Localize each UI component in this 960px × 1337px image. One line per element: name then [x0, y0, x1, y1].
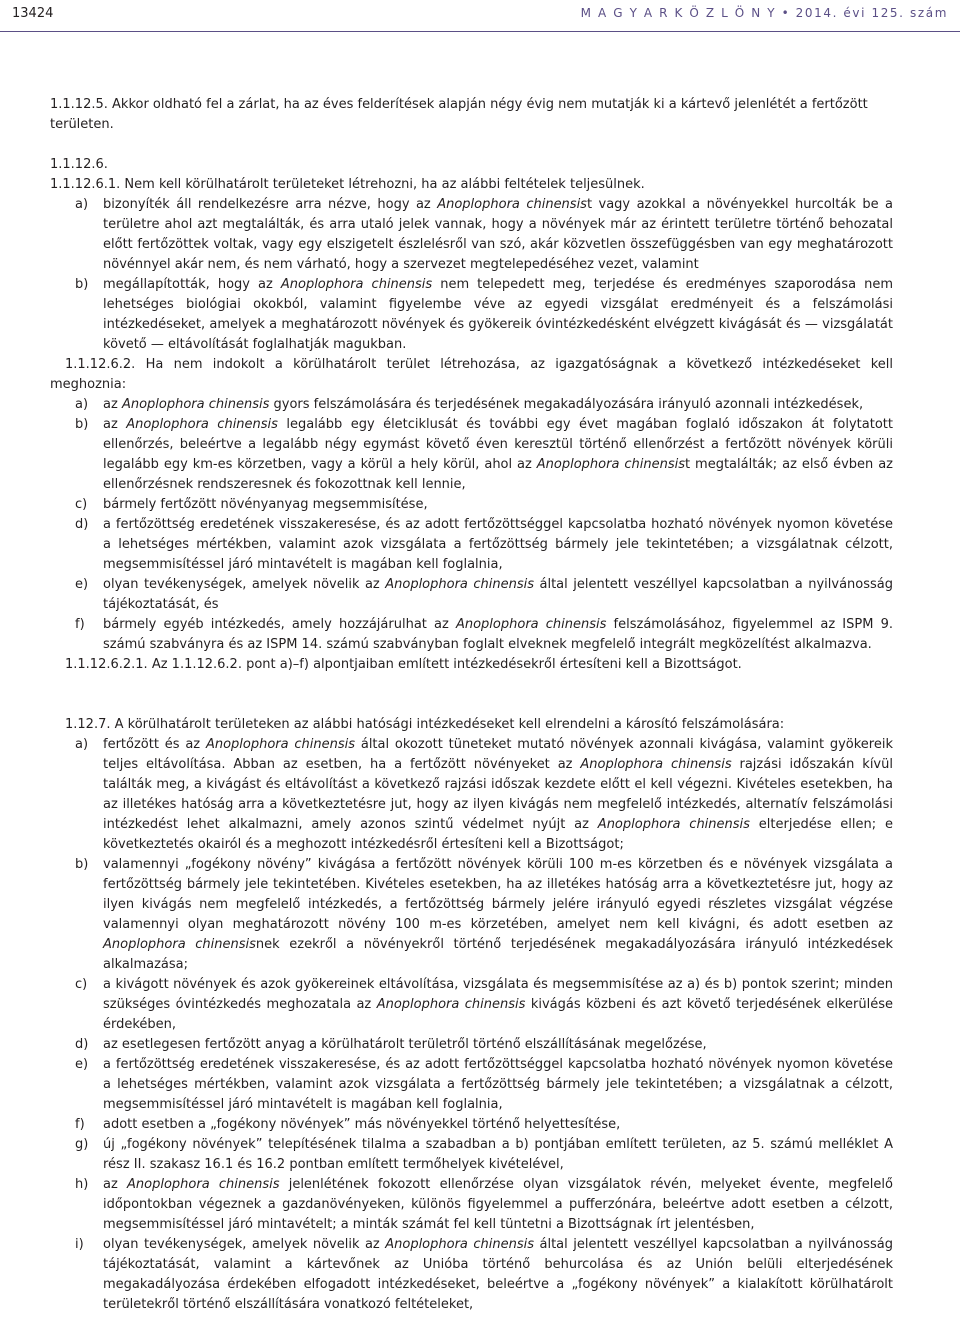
- species-name: Anoplophora chinensis: [455, 617, 607, 632]
- species-name: Anoplophora chinensis: [597, 817, 750, 832]
- species-name: Anoplophora chinensis: [536, 457, 686, 472]
- species-name: Anoplophora chinensis: [121, 397, 270, 412]
- list-item: [50, 575, 893, 615]
- species-name: Anoplophora chinensis: [126, 417, 278, 432]
- list-item: [50, 415, 893, 495]
- list-item: [50, 495, 893, 515]
- item-label: f): [75, 617, 85, 632]
- species-name: Anoplophora chinensis: [127, 1177, 280, 1192]
- item-text: megállapították, hogy az Anoplophora chinensis nem telepedett meg, terjedése és eredményes szaporodása nem lehetséges biológiai okokból, valamint figyelembe véve az egyedi vizsgálat eredményeit és a felszámolási intézkedéseket, amelyek a meghatározott növények és gyökereik óvintézkedésként elvégzett kivágását és — vizsgálatát követő — eltávolítását foglalhatják magukban.: [103, 277, 894, 352]
- item-text: valamennyi „fogékony növény” kivágása a fertőzött növények körüli 100 m-es körzetben és e növények vizsgálata a fertőzöttség bármely jele tekintetében. Kivételes esetekben, ha az illetékes hatóság arra a következtetésre jut, hogy az ilyen kivágás nem megfelelő intézkedés, a fertőzöttség bármely jelére irányuló egyedi részletes vizsgálat végzése valamennyi olyan meghatározott növény 100 m-es körzetében, amelyet nem kell kivágni, és adott esetben az Anoplophora chinensisnek ezekről a növényekről történő terjedésének megakadályozására irányuló intézkedések alkalmazása;: [103, 857, 893, 972]
- list-item: [50, 1055, 893, 1115]
- species-name: Anoplophora chinensis: [103, 937, 256, 952]
- item-label: b): [75, 417, 89, 432]
- list-item: [50, 275, 893, 355]
- list-item: [50, 515, 893, 575]
- item-label: c): [75, 977, 88, 992]
- section-1-1-12-6: [50, 155, 893, 355]
- item-text: a fertőzöttség eredetének visszakeresése, és az adott fertőzöttséggel kapcsolatba hozható növények nyomon követése a lehetséges mértékben, valamint azok vizsgálata a fertőzöttség bármely jele tekintetében; a vizsgálatnak a célzott, megsemmisítéssel járó mintavételt is magában kell foglalnia,: [103, 1057, 893, 1112]
- item-label: f): [75, 1117, 85, 1132]
- item-label: d): [75, 1037, 89, 1052]
- species-name: Anoplophora chinensis: [376, 997, 526, 1012]
- list-item: [50, 195, 893, 275]
- species-name: Anoplophora chinensis: [205, 737, 356, 752]
- item-text: új „fogékony növények” telepítésének tilalma a szabadban a b) pontjában említett területen, az 5. számú melléklet A rész II. szakasz 16.1 és 16.2 pontban említett termőhelyek kivételével,: [103, 1137, 893, 1172]
- item-text: az Anoplophora chinensis jelenlétének fokozott ellenőrzése olyan vizsgálatok révén, melyeket évente, megfelelő időpontokban végeznek a gazdanövényeken, különös figyelemmel a pufferzónára, beleértve adott esetben a célzott, megsemmisítéssel járó mintavételt; a minták számát fel kell tüntetni a Bizottságnak írt jelentésben,: [103, 1177, 893, 1232]
- item-text: a kivágott növények és azok gyökereinek eltávolítása, vizsgálata és megsemmisítése az a) és b) pontok szerint; minden szükséges óvintézkedés meghozatala az Anoplophora chinensis kivágás közbeni és azt követő terjedésének elkerülése érdekében,: [103, 977, 893, 1032]
- list-item: [50, 1235, 893, 1315]
- species-name: Anoplophora chinensis: [280, 277, 433, 292]
- item-text: bármely fertőzött növényanyag megsemmisítése,: [103, 497, 428, 512]
- item-text: adott esetben a „fogékony növények” más növényekkel történő helyettesítése,: [103, 1117, 621, 1132]
- species-name: Anoplophora chinensis: [385, 1237, 535, 1252]
- item-label: a): [75, 737, 89, 752]
- list-item: [50, 855, 893, 975]
- paragraph-zarlat: 1.1.12.5. Akkor oldható fel a zárlat, ha az éves felderítések alapján négy évig nem mutatják ki a kártevő jelenlétét a fertőzött területen.: [50, 97, 868, 132]
- journal-title: M A G Y A R K Ö Z L Ö N Y • 2014. évi 125. szám: [580, 6, 948, 20]
- list-item: [50, 975, 893, 1035]
- item-label: a): [75, 197, 89, 212]
- item-label: b): [75, 857, 89, 872]
- item-text: olyan tevékenységek, amelyek növelik az Anoplophora chinensis által jelentett veszéllyel kapcsolatban a nyilvánosság tájékoztatását, valamint a kártevőnek az Unióba történő behurcolása és az Unión belüli elterjedésének megakadályozása érdekében elfogadott intézkedéseket, beleértve a „fogékony növények” a kialakított körülhatárolt területekről történő elszállítására vonatkozó feltételeket,: [103, 1237, 893, 1312]
- list-item: [50, 1035, 893, 1055]
- item-label: b): [75, 277, 89, 292]
- item-text: az Anoplophora chinensis gyors felszámolására és terjedésének megakadályozására irányuló azonnali intézkedések,: [103, 397, 864, 412]
- item-text: fertőzött és az Anoplophora chinensis által okozott tüneteket mutató növények azonnali kivágása, valamint gyökereik teljes eltávolítása. Abban az esetben, ha a fertőzött növényeket az Anoplophora chinensis rajzási időszakán kívül találták meg, a kivágást és eltávolítást a következő rajzási időszak kezdete előtt el kell végezni. Kivételes esetekben, ha az illetékes hatóság arra a következtetésre jut, hogy az ilyen kivágás nem megfelelő intézkedés, alternatív felszámolási intézkedést lehet alkalmazni, amely azonos szintű védelmet nyújt az Anoplophora chinensis elterjedése ellen; e következtetés okairól és a meghozott intézkedésről értesíteni kell a Bizottságot;: [103, 737, 894, 852]
- list-item: [50, 1175, 893, 1235]
- header-divider: [0, 31, 960, 32]
- list-item: [50, 1115, 893, 1135]
- item-text: bizonyíték áll rendelkezésre arra nézve, hogy az Anoplophora chinensist vagy azokkal a növényekkel hurcolták be a területre ahol azt megtalálták, és arra utaló jelek vannak, hogy a növények már az érintett területre történő behozatal előtt fertőzöttek voltak, vagy egy elszigetelt észlelésről van szó, akár közvetlen összefüggésben van egy meghatározott növénnyel akár nem, és nem várható, hogy a szervezet megtelepedéséhez vezet, valamint: [103, 197, 893, 272]
- item-text: a fertőzöttség eredetének visszakeresése, és az adott fertőzöttséggel kapcsolatba hozható növények nyomon követése a lehetséges mértékben, valamint azok vizsgálata a fertőzöttség bármely jele tekintetében; a vizsgálatnak célzott, megsemmisítéssel járó mintavételt is magában kell foglalnia,: [103, 517, 893, 572]
- paragraph-intro: 1.1.12.6.2. Ha nem indokolt a körülhatárolt terület létrehozása, az igazgatóságnak a következő intézkedéseket kell meghoznia:: [50, 357, 893, 392]
- item-label: h): [75, 1177, 89, 1192]
- subsection-heading: 1.1.12.6.1. Nem kell körülhatárolt területeket létrehozni, ha az alábbi feltételek teljesülnek.: [50, 177, 645, 192]
- item-text: bármely egyéb intézkedés, amely hozzájárulhat az Anoplophora chinensis felszámolásához, figyelemmel az ISPM 9. számú szabványra és az ISPM 14. számú szabványban foglalt elveknek megfelelő integrált megközelítést alkalmazva.: [103, 617, 893, 652]
- item-label: g): [75, 1137, 89, 1152]
- section-1-12-7: [50, 715, 893, 1315]
- species-name: Anoplophora chinensis: [437, 197, 587, 212]
- item-label: d): [75, 517, 89, 532]
- section-heading: 1.1.12.6.: [50, 157, 108, 172]
- item-text: az Anoplophora chinensis legalább egy életciklusát és további egy évet magában foglaló időszakon át folytatott ellenőrzés, beleértve a legalább négy egymást követő éven keresztül történő ellenőrzést a fertőzött növények körüli legalább egy km-es körzetben, vagy a körül a hely körül, ahol az Anoplophora chinensist megtalálták; az első évben az ellenőrzésnek rendszeresnek és fokozottnak kell lennie,: [103, 417, 893, 492]
- item-label: a): [75, 397, 89, 412]
- list-item: [50, 1135, 893, 1175]
- item-label: i): [75, 1237, 84, 1252]
- list-item: [50, 735, 893, 855]
- item-label: e): [75, 577, 89, 592]
- item-label: e): [75, 1057, 89, 1072]
- item-text: az esetlegesen fertőzött anyag a körülhatárolt területről történő elszállításának megelőzése,: [103, 1037, 707, 1052]
- item-label: c): [75, 497, 88, 512]
- list-item: [50, 395, 893, 415]
- page-number: 13424: [12, 6, 54, 21]
- section-1-1-12-6-2: [50, 355, 893, 675]
- item-text: olyan tevékenységek, amelyek növelik az Anoplophora chinensis által jelentett veszéllyel kapcsolatban a nyilvánosság tájékoztatását, és: [103, 577, 893, 612]
- species-name: Anoplophora chinensis: [580, 757, 732, 772]
- species-name: Anoplophora chinensis: [385, 577, 535, 592]
- list-item: [50, 615, 893, 655]
- paragraph-intro: 1.12.7. A körülhatárolt területeken az alábbi hatósági intézkedéseket kell elrendelni a károsító felszámolására:: [65, 717, 785, 732]
- paragraph-notification: 1.1.12.6.2.1. Az 1.1.12.6.2. pont a)–f) alpontjaiban említett intézkedésekről értesíteni kell a Bizottságot.: [65, 657, 742, 672]
- section-1-1-12-5: [50, 95, 893, 135]
